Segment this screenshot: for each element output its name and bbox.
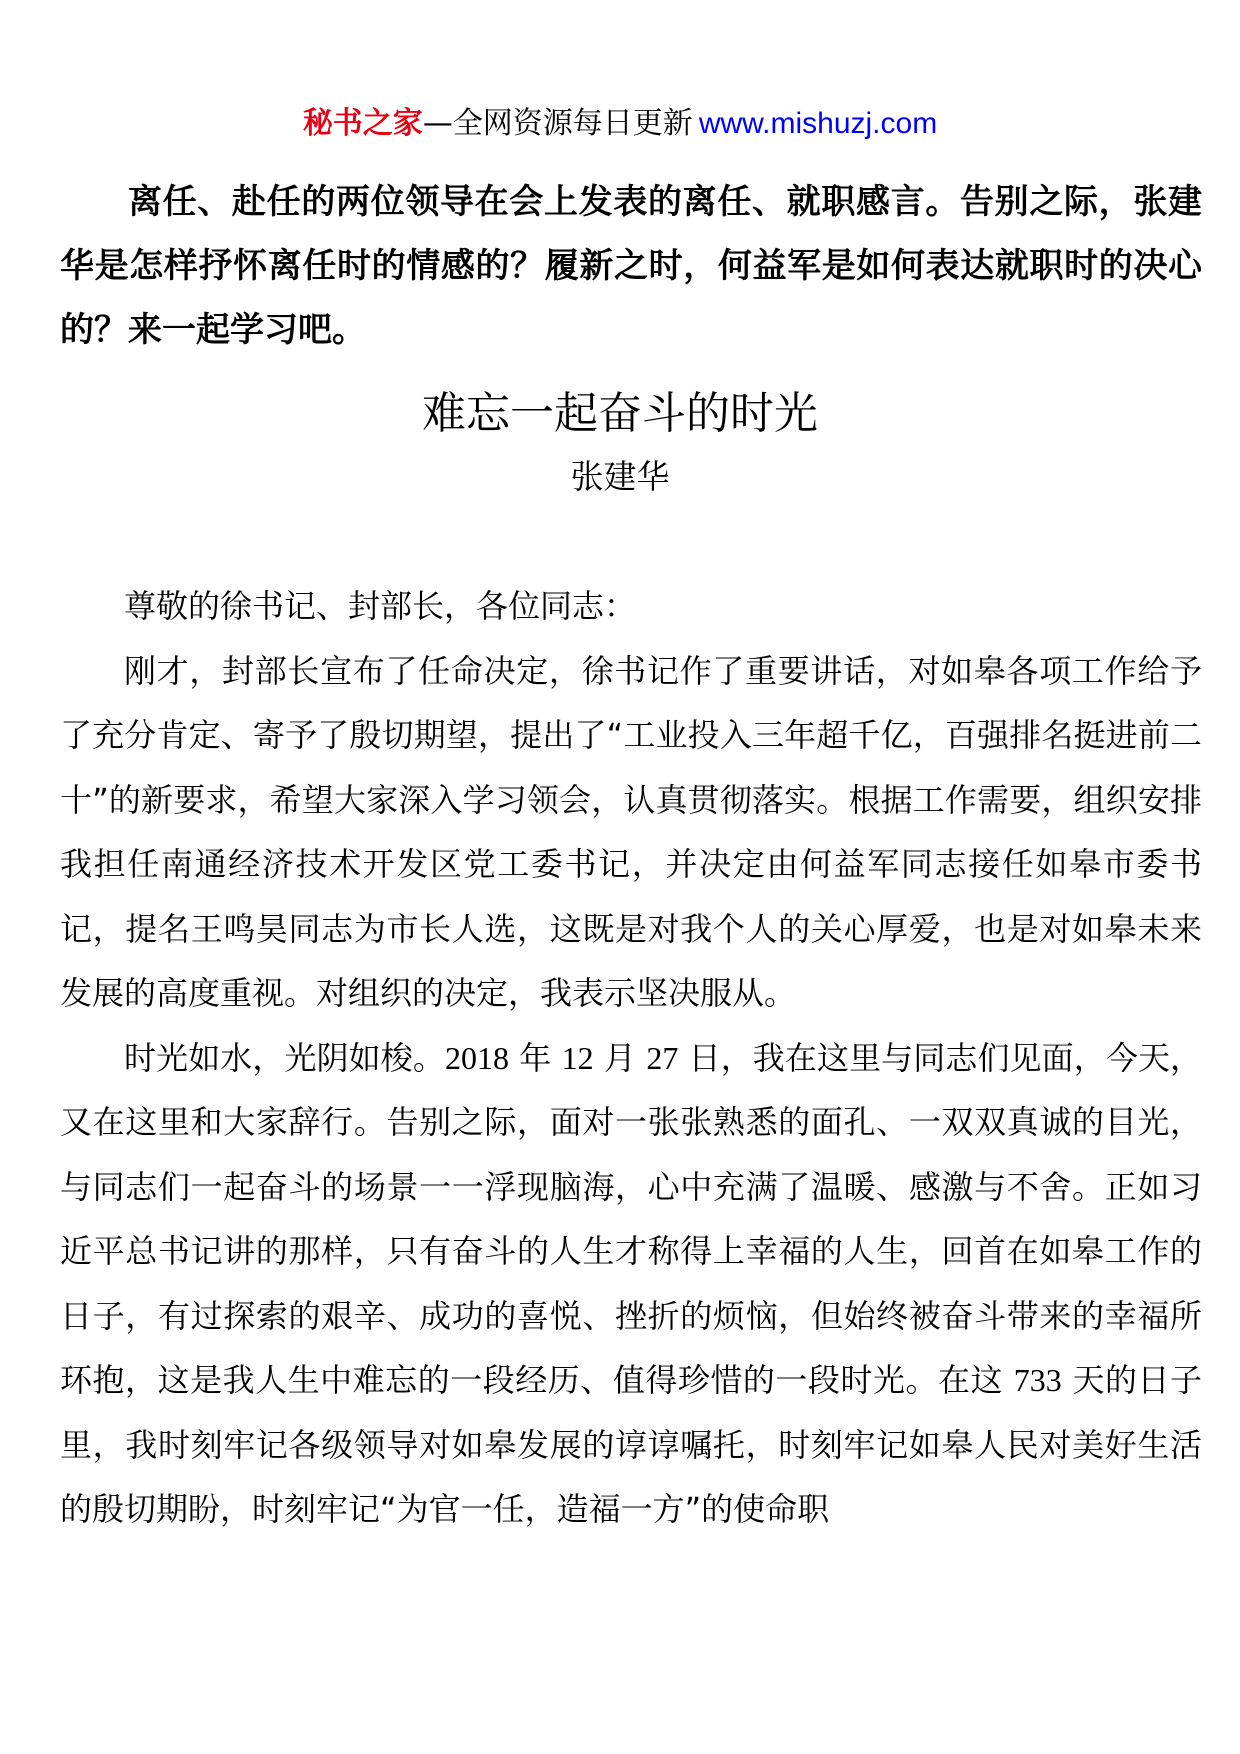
article-author: 张建华 bbox=[570, 457, 670, 496]
site-header bbox=[0, 102, 1240, 146]
p2-text-e: 天的日子里，我时刻牢记各级领导对如皋发展的谆谆嘱托，时刻牢记如皋人民对美好生活的殷切期盼，时刻牢记“为官一任，造福一方”的使命职 bbox=[60, 1361, 1203, 1528]
salutation: 尊敬的徐书记、封部长，各位同志： bbox=[124, 587, 637, 625]
site-url-link[interactable]: www.mishuzj.com bbox=[698, 107, 938, 140]
article-body bbox=[60, 574, 1202, 1542]
p2-text-a: 时光如水，光阴如梭。 bbox=[124, 1038, 445, 1077]
p2-text-c: 月 bbox=[603, 1038, 637, 1077]
body-paragraph-2 bbox=[60, 1026, 1202, 1542]
body-paragraph-1: 刚才，封部长宣布了任命决定，徐书记作了重要讲话，对如皋各项工作给予了充分肯定、寄予了殷切期望，提出了“工业投入三年超千亿，百强排名挺进前二十”的新要求，希望大家深入学习领会，认真贯彻落实。根据工作需要，组织安排我担任南通经济技术开发区党工委书记，并决定由何益军同志接任如皋市委书记，提名王鸣昊同志为市长人选，这既是对我个人的关心厚爱，也是对如皋未来发展的高度重视。对组织的决定，我表示坚决服从。 bbox=[60, 651, 1202, 1012]
p2-days: 733 bbox=[1013, 1362, 1062, 1398]
header-tagline: —全网资源每日更新 bbox=[422, 106, 693, 141]
intro-paragraph: 离任、赴任的两位领导在会上发表的离任、就职感言。告别之际，张建华是怎样抒怀离任时的情感的？履新之时，何益军是如何表达就职时的决心的？来一起学习吧。 bbox=[60, 182, 1202, 350]
p2-text-b: 年 bbox=[519, 1038, 552, 1077]
p2-year: 2018 bbox=[444, 1039, 509, 1076]
article-title: 难忘一起奋斗的时光 bbox=[422, 388, 818, 439]
p2-text-d: 日，我在这里与同志们见面，今天，又在这里和大家辞行。告别之际，面对一张张熟悉的面孔、一双双真诚的目光，与同志们一起奋斗的场景一一浮现脑海，心中充满了温暖、感激与不舍。正如习近平总书记讲的那样，只有奋斗的人生才称得上幸福的人生，回首在如皋工作的日子，有过探索的艰辛、成功的喜悦、挫折的烦恼，但始终被奋斗带来的幸福所环抱，这是我人生中难忘的一段经历、值得珍惜的一段时光。在这 bbox=[60, 1038, 1203, 1399]
p2-day: 27 bbox=[646, 1039, 679, 1076]
brand-name: 秘书之家 bbox=[302, 106, 423, 141]
p2-month: 12 bbox=[561, 1039, 594, 1076]
